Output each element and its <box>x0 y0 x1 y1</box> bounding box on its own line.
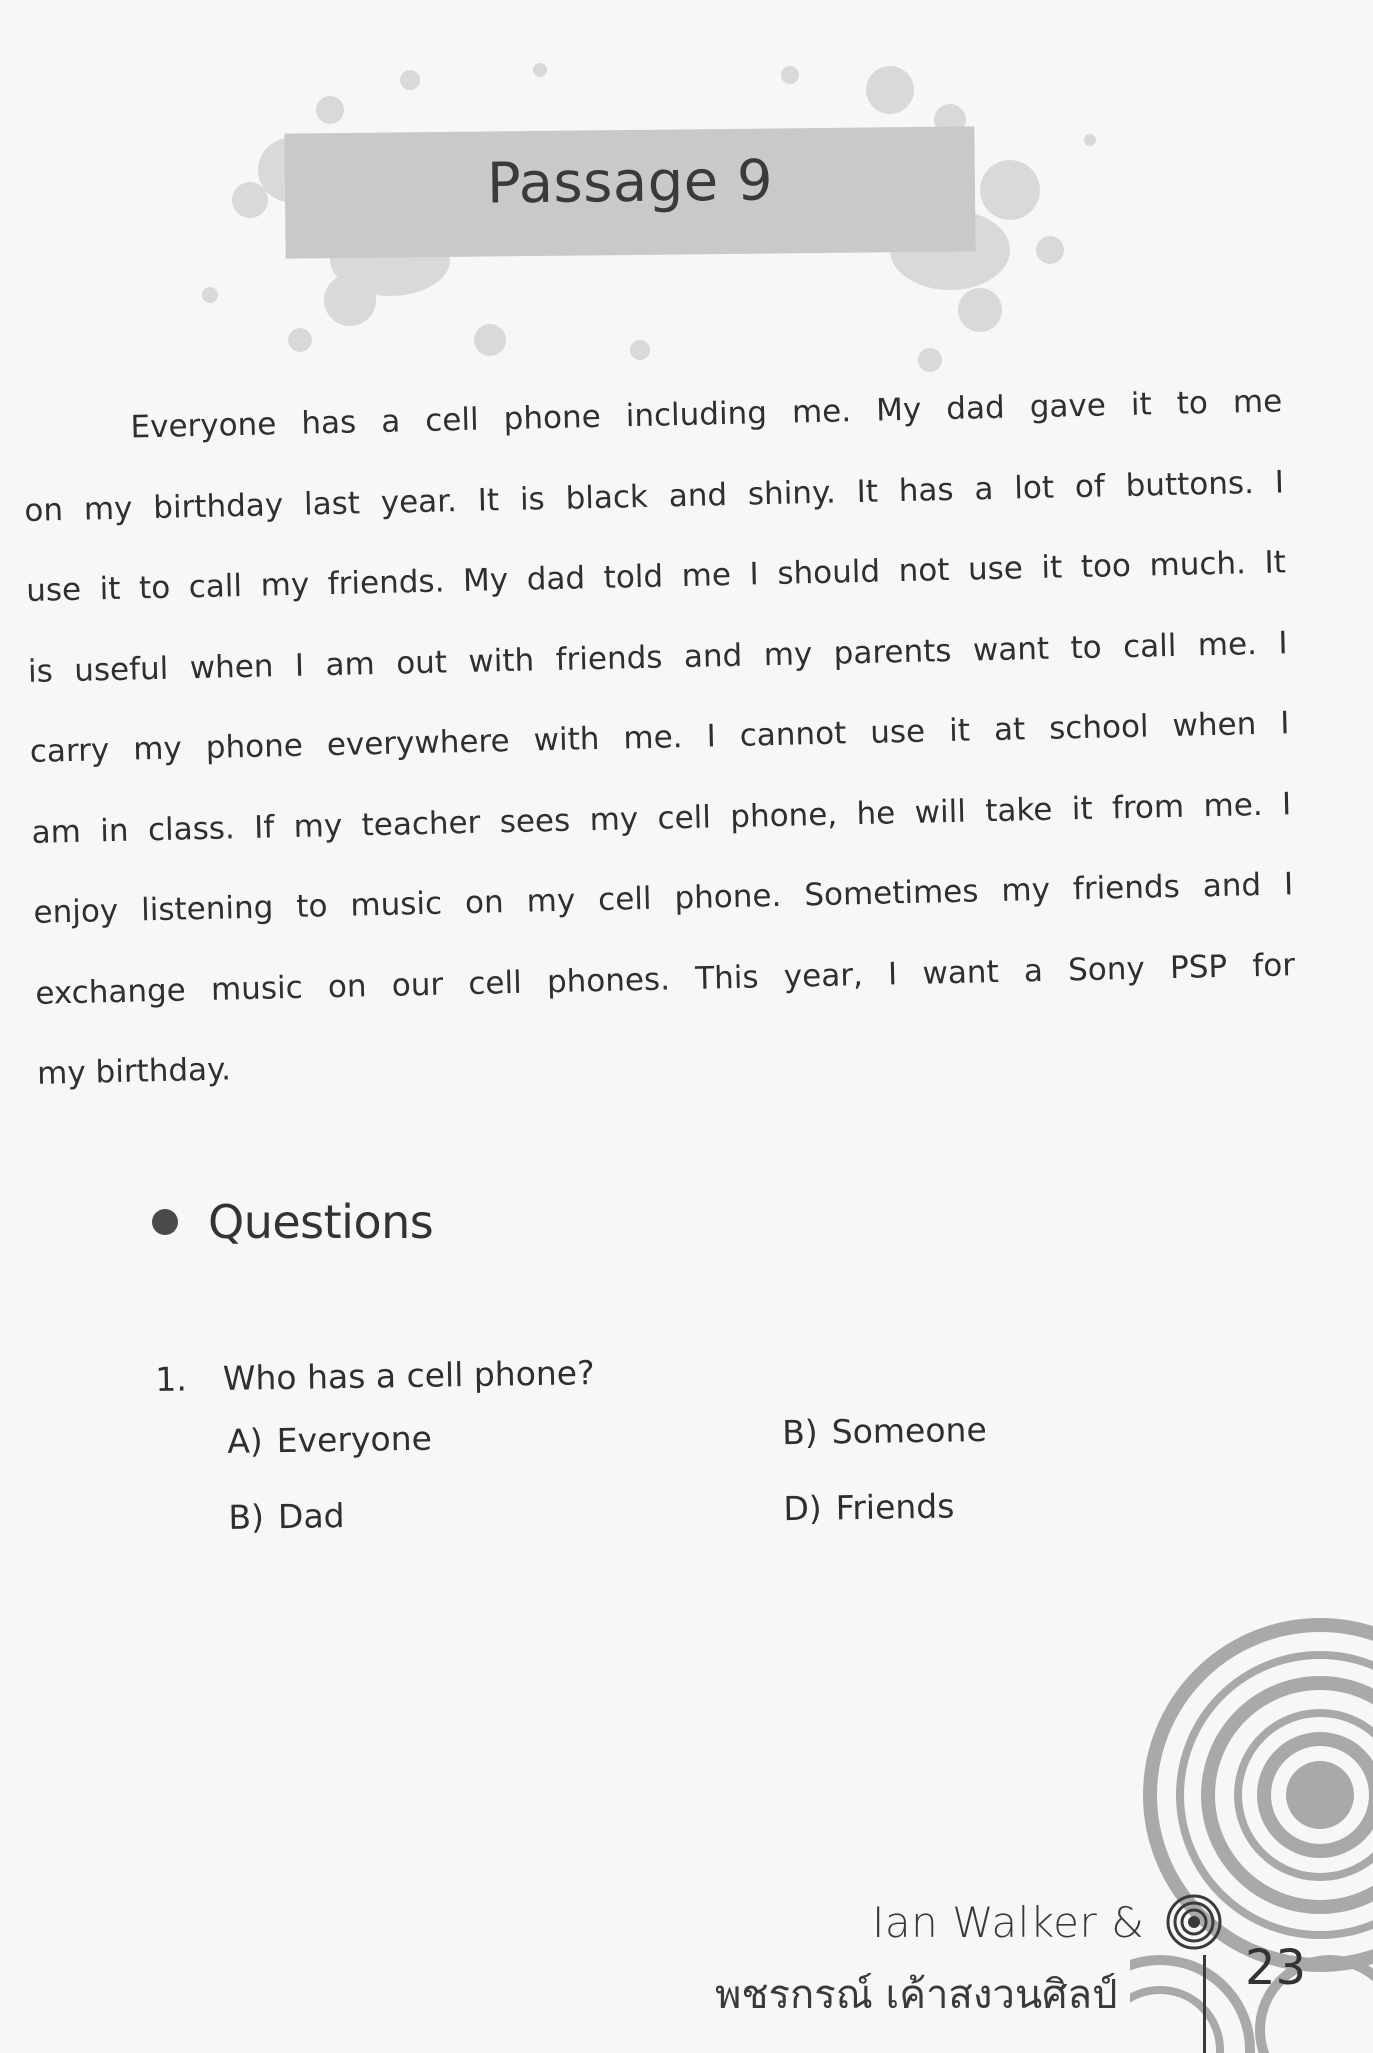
passage-word: me. <box>623 719 683 757</box>
passage-word: want <box>922 953 1000 992</box>
passage-word: I <box>294 647 305 684</box>
questions-heading <box>152 1195 433 1249</box>
passage-word: not <box>898 552 950 590</box>
passage-word: If <box>253 808 275 846</box>
page-number: 23 <box>1245 1940 1307 1996</box>
passage-word: am <box>325 645 376 683</box>
passage-word: to <box>1176 385 1209 422</box>
passage-word: call <box>1122 627 1177 665</box>
option-letter: B) <box>781 1412 819 1453</box>
passage-word: gave <box>1029 387 1107 426</box>
passage-word: cell <box>424 401 480 439</box>
passage-word: my <box>83 490 133 528</box>
footer-divider <box>1203 1955 1206 2053</box>
passage-word: phone <box>205 727 304 766</box>
passage-word: to <box>1070 629 1103 666</box>
passage-word: buttons. <box>1125 464 1255 504</box>
passage-word: he <box>856 794 896 832</box>
passage-word: it <box>99 570 121 608</box>
passage-word: It <box>856 473 879 510</box>
spiral-icon <box>1165 1893 1223 1951</box>
passage-word: from <box>1111 788 1185 826</box>
passage-word: cell <box>467 964 523 1002</box>
option-c[interactable] <box>228 1496 345 1537</box>
option-letter: A) <box>226 1421 264 1461</box>
passage-word: has <box>300 404 357 442</box>
passage-word: my <box>293 807 343 845</box>
passage-word: is <box>27 652 54 690</box>
passage-word: teacher <box>361 804 481 843</box>
passage-word: out <box>395 643 448 682</box>
passage-word: me. <box>1197 625 1258 663</box>
passage-word: a <box>380 403 401 440</box>
option-text: Someone <box>831 1409 988 1452</box>
passage-word: has <box>898 471 954 509</box>
option-d[interactable] <box>783 1486 955 1528</box>
passage-word: my <box>589 800 639 838</box>
passage-word: Everyone <box>130 406 277 446</box>
passage-word: My <box>875 391 922 429</box>
passage-word: This <box>694 958 759 997</box>
passage-word: for <box>1251 946 1296 984</box>
passage-text <box>22 376 1298 1129</box>
passage-word: when <box>1172 706 1257 744</box>
page-title: Passage 9 <box>486 148 774 217</box>
answer-options <box>227 1409 1058 1582</box>
passage-word: a <box>1023 952 1044 989</box>
passage-word: of <box>1074 467 1106 505</box>
passage-word: I <box>887 955 898 992</box>
passage-word: cannot <box>739 715 847 754</box>
passage-word: it <box>1041 549 1063 586</box>
passage-word: use <box>967 550 1024 588</box>
passage-word: much. <box>1149 545 1247 584</box>
passage-word: I <box>1281 785 1292 823</box>
passage-word: my birthday. <box>36 1051 232 1092</box>
passage-word: phone <box>503 398 602 438</box>
passage-word: to <box>295 888 328 925</box>
passage-word: cell <box>657 798 712 837</box>
passage-word: am <box>31 813 82 851</box>
passage-word: sees <box>499 802 571 840</box>
passage-word: phones. <box>546 960 671 1000</box>
passage-word: I <box>1283 866 1294 903</box>
passage-word: to <box>138 569 171 607</box>
passage-word: it <box>1130 386 1153 423</box>
bullet-icon <box>152 1209 178 1235</box>
passage-word: it <box>948 712 971 750</box>
passage-word: my <box>260 566 310 604</box>
passage-word: friends. <box>327 563 445 603</box>
passage-word: at <box>993 711 1026 749</box>
passage-word: dad <box>945 389 1006 428</box>
questions-title: Questions <box>208 1195 434 1249</box>
passage-word: me. <box>1203 786 1264 824</box>
passage-word: me <box>681 556 732 595</box>
passage-word: I <box>1274 463 1285 501</box>
passage-word: want <box>972 630 1050 668</box>
passage-word: my <box>1001 871 1051 909</box>
passage-word: on <box>464 884 505 922</box>
passage-word: with <box>468 641 535 680</box>
passage-word: when <box>189 647 274 686</box>
passage-word: I <box>706 718 717 755</box>
passage-word: birthday <box>152 486 284 526</box>
passage-word: our <box>391 966 444 1004</box>
question-text: Who has a cell phone? <box>222 1353 595 1398</box>
passage-word: black <box>565 478 649 517</box>
passage-word: on <box>23 491 64 529</box>
passage-word: my <box>132 730 183 768</box>
question-number: 1. <box>155 1359 188 1399</box>
option-letter: B) <box>228 1497 265 1537</box>
passage-word: Sony <box>1067 950 1146 988</box>
passage-word: me <box>1232 383 1283 421</box>
passage-word: dad <box>526 560 586 598</box>
passage-word: and <box>668 476 728 514</box>
passage-word: everywhere <box>326 723 511 764</box>
passage-word: listening <box>140 889 274 929</box>
option-text: Dad <box>277 1496 345 1537</box>
passage-word: class. <box>147 809 236 848</box>
passage-word: will <box>914 793 967 831</box>
passage-word: on <box>327 967 367 1005</box>
passage-word: cell <box>597 880 652 919</box>
passage-word: music <box>350 885 443 924</box>
passage-word: use <box>869 713 926 751</box>
passage-word: phone, <box>729 796 838 835</box>
passage-word: with <box>533 720 600 759</box>
passage-word: school <box>1048 708 1149 747</box>
passage-word: and <box>683 637 743 675</box>
passage-word: me. <box>791 393 852 431</box>
author-thai: พชรกรณ์ เค้าสงวนศิลป์ <box>715 1972 1118 2018</box>
passage-word: my <box>526 882 576 920</box>
passage-word: carry <box>29 732 110 770</box>
passage-word: is <box>519 480 546 518</box>
option-letter: D) <box>783 1488 823 1529</box>
passage-word: call <box>188 568 243 606</box>
passage-word: lot <box>1013 469 1055 507</box>
question-1 <box>155 1346 1058 1583</box>
passage-word: My <box>462 562 509 600</box>
passage-word: exchange <box>34 971 187 1012</box>
passage-word: I <box>1277 624 1288 662</box>
passage-word: take <box>984 791 1053 829</box>
passage-word: I <box>1279 705 1290 742</box>
passage-word: I <box>749 556 760 593</box>
passage-word: told <box>603 558 664 596</box>
passage-word: friends <box>1072 868 1181 908</box>
author-english: Ian Walker & <box>872 1898 1145 1947</box>
option-text: Friends <box>835 1486 955 1528</box>
passage-word: use <box>25 571 82 609</box>
passage-word: my <box>763 635 813 673</box>
passage-word: year, <box>783 956 864 995</box>
passage-word: useful <box>73 650 169 689</box>
option-a[interactable] <box>227 1419 432 1461</box>
passage-word: a <box>974 470 994 507</box>
passage-word: last <box>303 484 361 523</box>
passage-word: music <box>210 969 304 1008</box>
passage-word: should <box>776 553 881 592</box>
passage-word: It <box>477 481 500 519</box>
passage-word: phone. <box>674 877 782 917</box>
passage-word: including <box>625 395 768 435</box>
passage-word: in <box>99 812 129 849</box>
passage-word: PSP <box>1169 948 1228 986</box>
passage-word: It <box>1264 544 1287 581</box>
passage-word: too <box>1080 547 1132 586</box>
passage-word: year. <box>380 482 458 521</box>
option-b[interactable] <box>782 1410 987 1452</box>
passage-word: Sometimes <box>803 873 979 914</box>
passage-word: enjoy <box>33 892 119 931</box>
passage-word: parents <box>833 632 952 672</box>
passage-word: it <box>1071 790 1093 827</box>
passage-word: friends <box>555 639 663 678</box>
passage-word: and <box>1202 867 1262 905</box>
option-text: Everyone <box>276 1418 433 1461</box>
passage-word: shiny. <box>747 474 837 513</box>
